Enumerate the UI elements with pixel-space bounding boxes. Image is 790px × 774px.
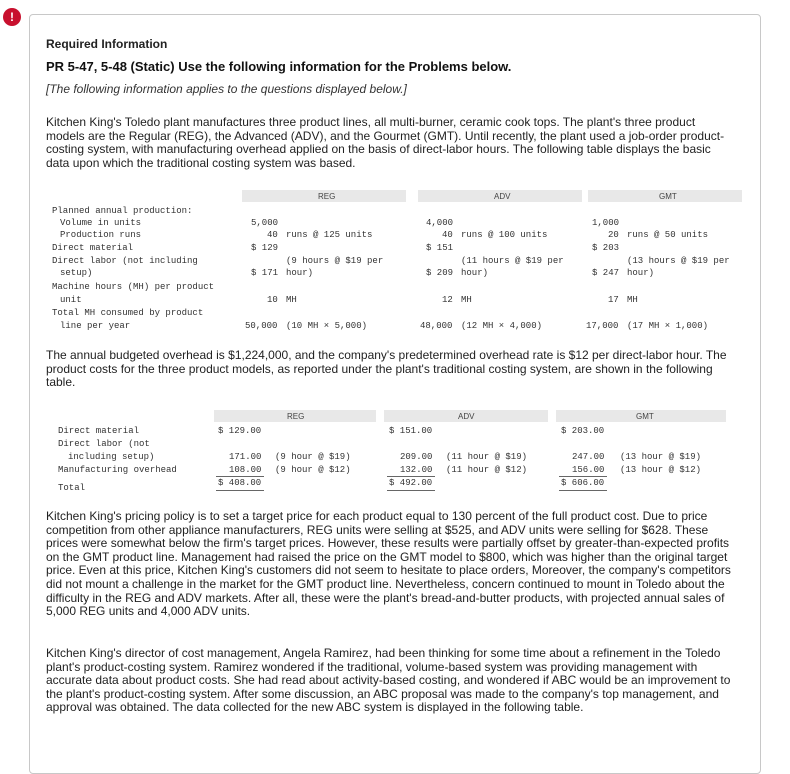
adv2-overhead-note: (11 hour @ $12) (446, 465, 528, 475)
row2-label-manufacturing-overhead: Manufacturing overhead (58, 465, 177, 475)
gmt-total-mh: 17,000 (586, 321, 619, 331)
gmt-runs: 20 (608, 230, 619, 240)
adv-runs-detail: runs @ 100 units (461, 230, 548, 240)
gmt-labor-note: (13 hours @ $19 per (627, 256, 730, 266)
col2-header-adv: ADV (458, 412, 475, 421)
gmt2-overhead-note: (13 hour @ $12) (620, 465, 702, 475)
row2-label-direct-material: Direct material (58, 426, 140, 436)
adv-direct-material: $ 151 (426, 243, 454, 253)
adv2-direct-material: $ 151.00 (389, 426, 433, 436)
reg-labor-note-2: hour) (286, 268, 314, 278)
reg-labor-note: (9 hours @ $19 per (286, 256, 384, 266)
adv-labor-note: (11 hours @ $19 per (461, 256, 564, 266)
adv2-overhead: 132.00 (400, 465, 433, 475)
reg2-subtotal-line (216, 476, 264, 477)
intro-paragraph: Kitchen King's Toledo plant manufactures three product lines, all multi-burner, ceramic cook tops. The plant's three product models are the Regular (REG), the Advanced (ADV), and the Gourmet (GMT). Until recently, the plant used a job-order product-costing system, with manufacturing overhead applied on the basis of direct-labor hours. The following table displays the basic data upon which the traditional costing system was based. (46, 115, 725, 170)
gmt2-overhead: 156.00 (572, 465, 605, 475)
gmt-direct-material: $ 203 (592, 243, 620, 253)
overhead-paragraph: The annual budgeted overhead is $1,224,000, and the company's predetermined overhead rate is $12 per direct-labor hour. The product costs for the three product models, as reported under the plant's traditional costing system, are shown in the following table. (46, 348, 727, 390)
reg2-overhead-note: (9 hour @ $12) (275, 465, 351, 475)
required-information-heading: Required Information (46, 37, 168, 51)
adv-runs: 40 (442, 230, 453, 240)
adv-total-mh: 48,000 (420, 321, 453, 331)
row2-label-direct-labor: Direct labor (not (58, 439, 150, 449)
reg-mh-unit: MH (286, 295, 297, 305)
info-note: [The following information applies to the questions displayed below.] (46, 82, 407, 96)
reg2-direct-labor-note: (9 hour @ $19) (275, 452, 351, 462)
adv2-subtotal-line (387, 476, 435, 477)
row-label-units: Volume in units (60, 218, 142, 228)
row-label-direct-labor: Direct labor (not including (52, 256, 198, 266)
row-label-direct-labor-2: setup) (60, 268, 93, 278)
gmt-total-mh-note: (17 MH × 1,000) (627, 321, 709, 331)
adv2-direct-labor-note: (11 hour @ $19) (446, 452, 528, 462)
row-label-planned: Planned annual production: (52, 206, 193, 216)
product-cost-table (46, 410, 742, 500)
row2-label-direct-labor-2: including setup) (68, 452, 155, 462)
reg-total-mh: 50,000 (245, 321, 278, 331)
gmt-direct-labor: $ 247 (592, 268, 620, 278)
gmt-mh: 17 (608, 295, 619, 305)
gmt-units: 1,000 (592, 218, 620, 228)
reg2-overhead: 108.00 (229, 465, 262, 475)
row-label-runs: Production runs (60, 230, 142, 240)
row-label-machine-hours: Machine hours (MH) per product (52, 282, 215, 292)
col-header-gmt: GMT (659, 192, 677, 201)
gmt2-subtotal-line (559, 476, 607, 477)
adv2-direct-labor: 209.00 (400, 452, 433, 462)
adv2-total: $ 492.00 (389, 478, 433, 488)
reg-mh: 10 (267, 295, 278, 305)
gmt-mh-unit: MH (627, 295, 638, 305)
problem-title: PR 5-47, 5-48 (Static) Use the following information for the Problems below. (46, 59, 512, 74)
reg-direct-material: $ 129 (251, 243, 279, 253)
adv-total-mh-note: (12 MH × 4,000) (461, 321, 543, 331)
gmt-runs-detail: runs @ 50 units (627, 230, 709, 240)
adv-mh: 12 (442, 295, 453, 305)
reg2-direct-material: $ 129.00 (218, 426, 262, 436)
pricing-paragraph: Kitchen King's pricing policy is to set a target price for each product equal to 130 percent of the full product cost. Due to price competition from other appliance manufacturers, REG units were selling at $525, and ADV units were selling for $628. These prices were somewhat below the firm's target prices. However, these results were partially offset by greater-than-expected profits on the GMT product line. Management had raised the price on the GMT model to $800, which was higher than the original target price. Even at this price, Kitchen King's customers did not seem to hesitate to place orders, Moreover, the company's competitors did not mount a challenge in the market for the GMT product line. Nevertheless, concern continued to mount in Toledo about the difficulty in the REG and ADV markets. After all, these were the plant's bread-and-butter products, with projected annual sales of 5,000 REG units and 4,000 ADV units. (46, 509, 731, 619)
adv-labor-note-2: hour) (461, 268, 489, 278)
gmt2-direct-labor-note: (13 hour @ $19) (620, 452, 702, 462)
gmt2-total: $ 606.00 (561, 478, 605, 488)
gmt-labor-note-2: hour) (627, 268, 655, 278)
col2-header-reg: REG (287, 412, 305, 421)
row-label-total-mh: Total MH consumed by product (52, 308, 204, 318)
abc-proposal-paragraph: Kitchen King's director of cost management, Angela Ramirez, had been thinking for some time about a refinement in the Toledo plant's product-costing system. Ramirez wondered if the traditional, volume-based system was providing management with accurate data about product costs. She had read about activity-based costing, and wondered if ABC would be an improvement to the plant's product-costing system. After some discussion, an ABC proposal was made to the company's top management, and approval was obtained. The data collected for the new ABC system is displayed in the following table. (46, 646, 731, 715)
adv2-total-line (387, 490, 435, 491)
reg-total-mh-note: (10 MH × 5,000) (286, 321, 368, 331)
row-label-machine-hours-2: unit (60, 295, 82, 305)
row2-label-total: Total (58, 483, 86, 493)
row-label-direct-material: Direct material (52, 243, 134, 253)
gmt2-direct-material: $ 203.00 (561, 426, 605, 436)
reg2-total-line (216, 490, 264, 491)
adv-direct-labor: $ 209 (426, 268, 454, 278)
reg2-direct-labor: 171.00 (229, 452, 262, 462)
col-header-reg: REG (318, 192, 336, 201)
reg-direct-labor: $ 171 (251, 268, 279, 278)
adv-mh-unit: MH (461, 295, 472, 305)
row-label-total-mh-2: line per year (60, 321, 131, 331)
reg2-total: $ 408.00 (218, 478, 262, 488)
gmt2-direct-labor: 247.00 (572, 452, 605, 462)
production-data-table (46, 190, 742, 340)
alert-icon: ! (3, 8, 21, 26)
gmt2-total-line (559, 490, 607, 491)
reg-units: 5,000 (251, 218, 279, 228)
adv-units: 4,000 (426, 218, 454, 228)
reg-runs-detail: runs @ 125 units (286, 230, 373, 240)
col2-header-gmt: GMT (636, 412, 654, 421)
col-header-adv: ADV (494, 192, 511, 201)
reg-runs: 40 (267, 230, 278, 240)
